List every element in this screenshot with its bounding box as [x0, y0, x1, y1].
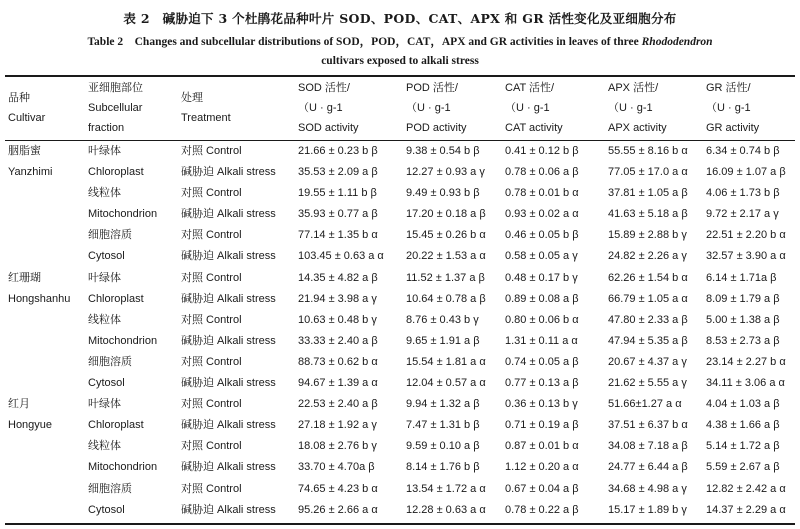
fraction-cell: Chloroplast [88, 419, 144, 432]
sod-cell: 88.73 ± 0.62 b α [298, 355, 378, 368]
cat-cell: 1.31 ± 0.11 a α [505, 334, 578, 347]
treatment-cell: 对照 Control [181, 440, 242, 453]
treatment-cell: 对照 Control [181, 398, 242, 411]
apx-cell: 21.62 ± 5.55 a γ [608, 377, 687, 390]
gr-cell: 9.72 ± 2.17 a γ [706, 208, 779, 221]
gr-cell: 23.14 ± 2.27 b α [706, 355, 786, 368]
table-row [0, 204, 800, 225]
cat-cell: 0.46 ± 0.05 b β [505, 229, 579, 242]
table-row [0, 141, 800, 162]
table-title-en [0, 33, 800, 71]
table-row [0, 268, 800, 289]
gr-cell: 34.11 ± 3.06 a α [706, 377, 785, 390]
fraction-cell: 细胞溶质 [88, 482, 132, 495]
fraction-cell: Mitochondrion [88, 208, 158, 221]
header-pod: POD 活性/ （U · g-1 POD activity [406, 82, 467, 134]
gr-cell: 32.57 ± 3.90 a α [706, 250, 786, 263]
treatment-cell: 碱胁迫 Alkali stress [181, 292, 276, 305]
apx-cell: 41.63 ± 5.18 a β [608, 208, 688, 221]
gr-cell: 16.09 ± 1.07 a β [706, 166, 786, 179]
fraction-cell: 线粒体 [88, 313, 121, 326]
cultivar-cell: Hongyue [8, 419, 53, 432]
pod-cell: 8.14 ± 1.76 b β [406, 461, 480, 474]
pod-cell: 15.45 ± 0.26 b α [406, 229, 486, 242]
table-row [0, 352, 800, 373]
sod-cell: 103.45 ± 0.63 a α [298, 250, 384, 263]
sod-cell: 27.18 ± 1.92 a γ [298, 419, 377, 432]
table-row [0, 246, 800, 267]
cat-cell: 0.77 ± 0.13 a β [505, 377, 579, 390]
pod-cell: 12.04 ± 0.57 a α [406, 377, 486, 390]
sod-cell: 18.08 ± 2.76 b γ [298, 440, 377, 453]
table-row [0, 436, 800, 457]
treatment-cell: 对照 Control [181, 229, 242, 242]
pod-cell: 7.47 ± 1.31 b β [406, 419, 480, 432]
sod-cell: 21.66 ± 0.23 b β [298, 145, 378, 157]
gr-cell: 12.82 ± 2.42 a α [706, 482, 786, 495]
pod-cell: 12.27 ± 0.93 a γ [406, 166, 485, 179]
treatment-cell: 对照 Control [181, 313, 242, 326]
cat-cell: 0.58 ± 0.05 a γ [505, 250, 578, 263]
fraction-cell: 线粒体 [88, 440, 121, 453]
fraction-cell: 叶绿体 [88, 398, 121, 411]
table-body [0, 141, 800, 521]
sod-cell: 35.93 ± 0.77 a β [298, 208, 378, 221]
fraction-cell: Cytosol [88, 503, 125, 516]
header-treatment: 处理 Treatment [181, 92, 231, 124]
cultivar-cell: 红珊瑚 [8, 271, 41, 284]
table-title-cn: 表 2 碱胁迫下 3 个杜鹃花品种叶片 SOD、POD、CAT、APX 和 GR 活性变化及亚细胞分布 [123, 11, 677, 26]
apx-cell: 24.82 ± 2.26 a γ [608, 250, 687, 263]
sod-cell: 94.67 ± 1.39 a α [298, 377, 378, 390]
fraction-cell: Mitochondrion [88, 334, 158, 347]
table-row [0, 183, 800, 204]
table-row [0, 500, 800, 521]
pod-cell: 10.64 ± 0.78 a β [406, 292, 486, 305]
cat-cell: 0.36 ± 0.13 b γ [505, 398, 578, 411]
fraction-cell: 细胞溶质 [88, 355, 132, 368]
treatment-cell: 对照 Control [181, 187, 242, 200]
cat-cell: 0.74 ± 0.05 a β [505, 355, 579, 368]
cat-cell: 0.78 ± 0.01 b α [505, 187, 579, 200]
fraction-cell: 叶绿体 [88, 145, 121, 157]
header-fraction: 亚细胞部位 Subcellular fraction [88, 82, 143, 134]
header-apx: APX 活性/ （U · g-1 APX activity [608, 82, 667, 134]
apx-cell: 62.26 ± 1.54 b α [608, 271, 688, 284]
cultivar-cell: 胭脂蜜 [8, 145, 41, 157]
cat-cell: 1.12 ± 0.20 a α [505, 461, 579, 474]
table-row [0, 331, 800, 352]
header-cat: CAT 活性/ （U · g-1 CAT activity [505, 82, 563, 134]
cat-cell: 0.93 ± 0.02 a α [505, 208, 579, 221]
gr-cell: 14.37 ± 2.29 a α [706, 503, 786, 516]
cultivar-cell: 红月 [8, 398, 30, 411]
pod-cell: 9.38 ± 0.54 b β [406, 145, 480, 157]
treatment-cell: 对照 Control [181, 482, 242, 495]
sod-cell: 19.55 ± 1.11 b β [298, 187, 377, 200]
gr-cell: 4.06 ± 1.73 b β [706, 187, 780, 200]
pod-cell: 11.52 ± 1.37 a β [406, 271, 485, 284]
apx-cell: 66.79 ± 1.05 a α [608, 292, 688, 305]
cat-cell: 0.80 ± 0.06 b α [505, 313, 579, 326]
cat-cell: 0.48 ± 0.17 b γ [505, 271, 578, 284]
header-sod: SOD 活性/ （U · g-1 SOD activity [298, 82, 359, 134]
fraction-cell: 细胞溶质 [88, 229, 132, 242]
apx-cell: 34.08 ± 7.18 a β [608, 440, 688, 453]
table-row [0, 479, 800, 500]
apx-cell: 37.51 ± 6.37 b α [608, 419, 688, 432]
apx-cell: 77.05 ± 17.0 a α [608, 166, 688, 179]
table-row [0, 225, 800, 246]
gr-cell: 6.34 ± 0.74 b β [706, 145, 780, 157]
pod-cell: 20.22 ± 1.53 a α [406, 250, 486, 263]
gr-cell: 6.14 ± 1.71a β [706, 271, 777, 284]
sod-cell: 95.26 ± 2.66 a α [298, 503, 378, 516]
treatment-cell: 碱胁迫 Alkali stress [181, 461, 276, 474]
treatment-cell: 对照 Control [181, 271, 242, 284]
cat-cell: 0.41 ± 0.12 b β [505, 145, 579, 157]
apx-cell: 47.80 ± 2.33 a β [608, 313, 688, 326]
sod-cell: 21.94 ± 3.98 a γ [298, 292, 377, 305]
pod-cell: 9.49 ± 0.93 b β [406, 187, 480, 200]
apx-cell: 24.77 ± 6.44 a β [608, 461, 688, 474]
apx-cell: 55.55 ± 8.16 b α [608, 145, 688, 157]
cat-cell: 0.71 ± 0.19 a β [505, 419, 579, 432]
apx-cell: 34.68 ± 4.98 a γ [608, 482, 687, 495]
bottom-rule [5, 523, 795, 525]
fraction-cell: Mitochondrion [88, 461, 158, 474]
treatment-cell: 对照 Control [181, 355, 242, 368]
pod-cell: 9.65 ± 1.91 a β [406, 334, 480, 347]
table-row [0, 373, 800, 394]
pod-cell: 9.59 ± 0.10 a β [406, 440, 480, 453]
pod-cell: 15.54 ± 1.81 a α [406, 355, 486, 368]
fraction-cell: Chloroplast [88, 292, 144, 305]
apx-cell: 51.66±1.27 a α [608, 398, 682, 411]
table-row [0, 162, 800, 183]
table-title-en-part1: Table 2 Changes and subcellular distributions of SOD，POD，CAT，APX and GR activities in leaves of three [87, 36, 639, 48]
pod-cell: 17.20 ± 0.18 a β [406, 208, 486, 221]
gr-cell: 5.00 ± 1.38 a β [706, 313, 780, 326]
pod-cell: 8.76 ± 0.43 b γ [406, 313, 479, 326]
sod-cell: 22.53 ± 2.40 a β [298, 398, 378, 411]
sod-cell: 77.14 ± 1.35 b α [298, 229, 378, 242]
cultivar-cell: Hongshanhu [8, 292, 71, 305]
sod-cell: 14.35 ± 4.82 a β [298, 271, 378, 284]
table-row [0, 310, 800, 331]
table-row [0, 289, 800, 310]
sod-cell: 74.65 ± 4.23 b α [298, 482, 378, 495]
table-row [0, 457, 800, 478]
pod-cell: 9.94 ± 1.32 a β [406, 398, 480, 411]
table-title-en-italic: Rhododendron [641, 36, 713, 48]
table-row [0, 415, 800, 436]
header-gr: GR 活性/ （U · g-1 GR activity [706, 82, 760, 134]
apx-cell: 15.89 ± 2.88 b γ [608, 229, 687, 242]
treatment-cell: 碱胁迫 Alkali stress [181, 166, 276, 179]
cat-cell: 0.89 ± 0.08 a β [505, 292, 579, 305]
gr-cell: 5.14 ± 1.72 a β [706, 440, 780, 453]
gr-cell: 5.59 ± 2.67 a β [706, 461, 780, 474]
treatment-cell: 对照 Control [181, 145, 242, 157]
apx-cell: 37.81 ± 1.05 a β [608, 187, 688, 200]
pod-cell: 13.54 ± 1.72 a α [406, 482, 486, 495]
apx-cell: 15.17 ± 1.89 b γ [608, 503, 687, 516]
treatment-cell: 碱胁迫 Alkali stress [181, 334, 276, 347]
apx-cell: 20.67 ± 4.37 a γ [608, 355, 687, 368]
treatment-cell: 碱胁迫 Alkali stress [181, 419, 276, 432]
sod-cell: 33.33 ± 2.40 a β [298, 334, 378, 347]
fraction-cell: Cytosol [88, 250, 125, 263]
sod-cell: 33.70 ± 4.70a β [298, 461, 375, 474]
pod-cell: 12.28 ± 0.63 a α [406, 503, 486, 516]
gr-cell: 8.53 ± 2.73 a β [706, 334, 780, 347]
treatment-cell: 碱胁迫 Alkali stress [181, 377, 276, 390]
gr-cell: 8.09 ± 1.79 a β [706, 292, 780, 305]
cat-cell: 0.78 ± 0.22 a β [505, 503, 579, 516]
sod-cell: 35.53 ± 2.09 a β [298, 166, 378, 179]
treatment-cell: 碱胁迫 Alkali stress [181, 250, 276, 263]
cat-cell: 0.67 ± 0.04 a β [505, 482, 579, 495]
gr-cell: 4.04 ± 1.03 a β [706, 398, 780, 411]
treatment-cell: 碱胁迫 Alkali stress [181, 208, 276, 221]
table-title-en-part2: cultivars exposed to alkali stress [321, 55, 479, 67]
fraction-cell: Cytosol [88, 377, 125, 390]
cat-cell: 0.78 ± 0.06 a β [505, 166, 579, 179]
fraction-cell: 叶绿体 [88, 271, 121, 284]
cultivar-cell: Yanzhimi [8, 166, 53, 179]
header-cultivar: 品种 Cultivar [8, 92, 46, 124]
top-rule [5, 75, 795, 77]
table-row [0, 394, 800, 415]
treatment-cell: 碱胁迫 Alkali stress [181, 503, 276, 516]
sod-cell: 10.63 ± 0.48 b γ [298, 313, 377, 326]
fraction-cell: 线粒体 [88, 187, 121, 200]
apx-cell: 47.94 ± 5.35 a β [608, 334, 688, 347]
gr-cell: 4.38 ± 1.66 a β [706, 419, 780, 432]
fraction-cell: Chloroplast [88, 166, 144, 179]
gr-cell: 22.51 ± 2.20 b α [706, 229, 786, 242]
cat-cell: 0.87 ± 0.01 b α [505, 440, 579, 453]
